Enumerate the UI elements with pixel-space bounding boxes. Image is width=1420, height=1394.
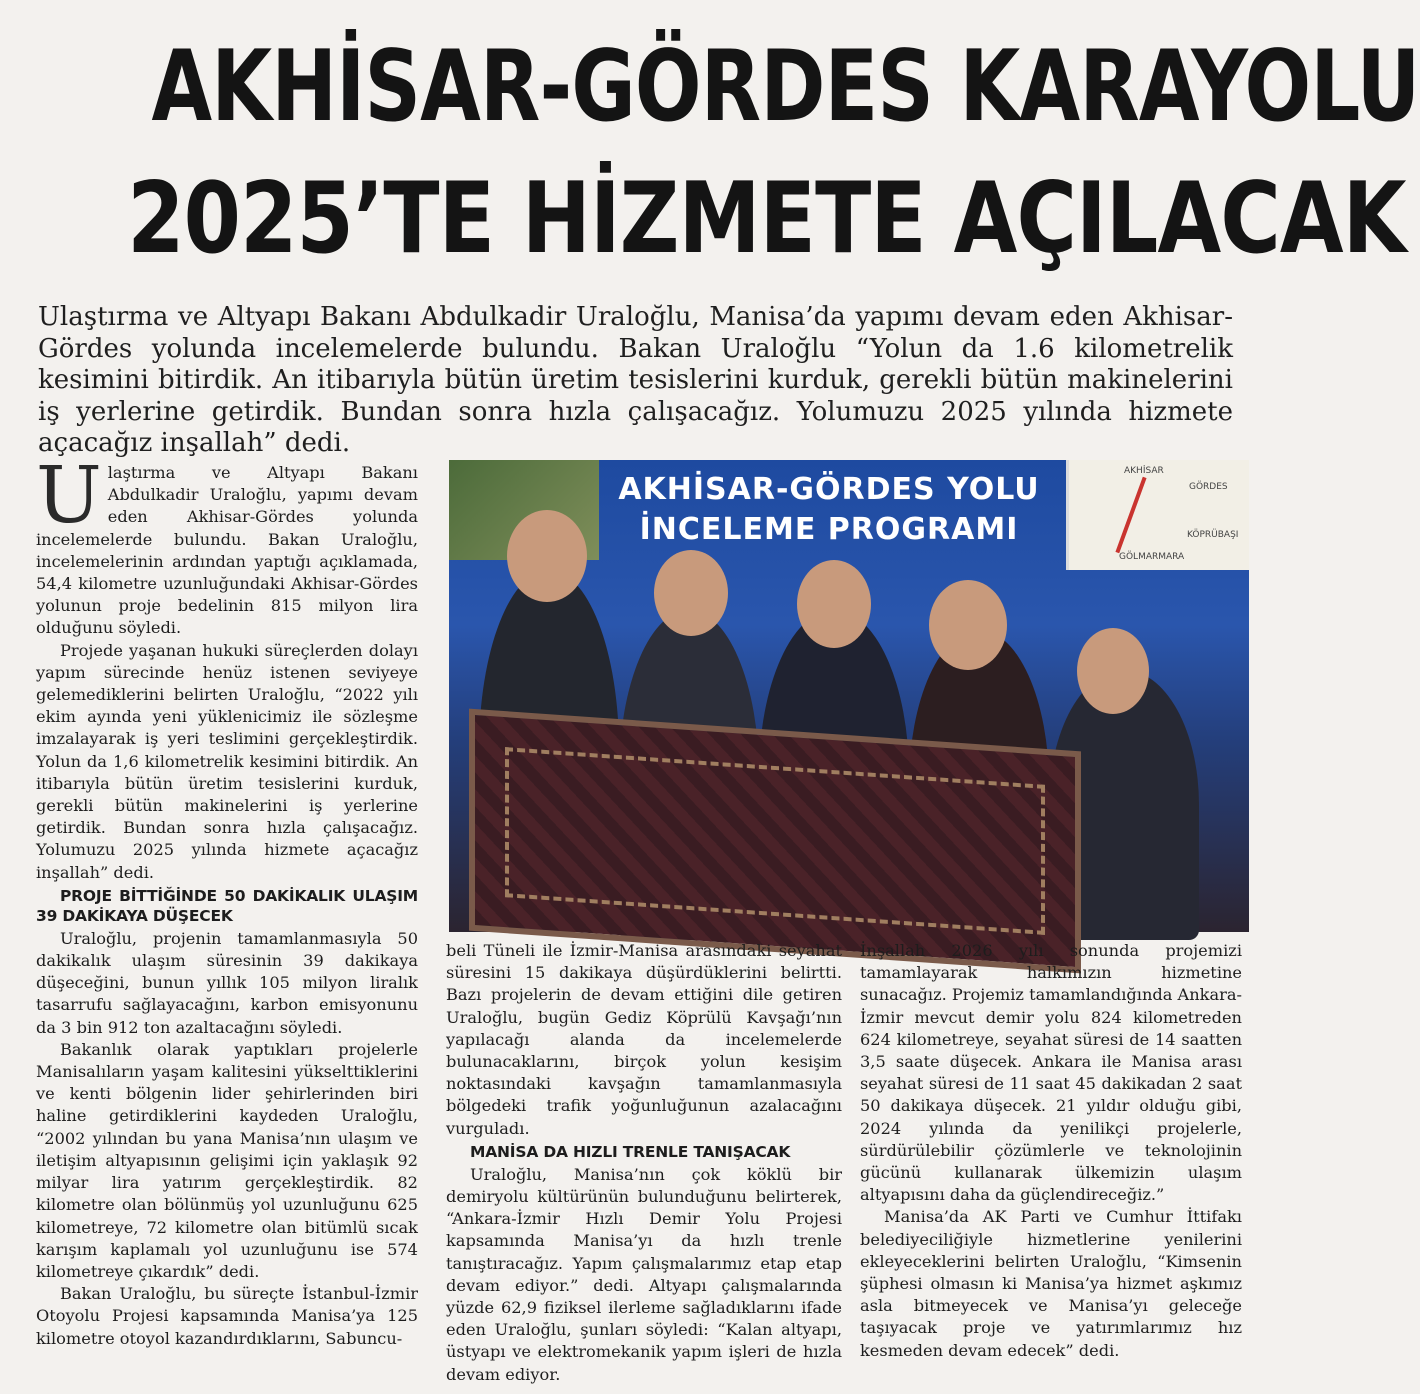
- article-paragraph: Bakan Uraloğlu, bu süreçte İstanbul-İzmir Otoyolu Projesi kapsamında Manisa’ya 125 kilometre otoyol kazandırdıklarını, Sabuncu-: [36, 1284, 418, 1348]
- person-head: [929, 580, 1007, 670]
- lead-paragraph: Ulaştırma ve Altyapı Bakanı Abdulkadir Uraloğlu, Manisa’da yapımı devam eden Akhisar-Gördes yolunda incelemelerde bulundu. Bakan Uraloğlu “Yolun da 1.6 kilometrelik kesimini bitirdik. An itibarıyla bütün üretim tesislerini kurduk, gerekli bütün makinelerini iş yerlerine getirdik. Bundan sonra hızla çalışacağız. Yolumuzu 2025 yılında hizmete açacağız inşallah” dedi.: [38, 302, 1233, 458]
- subheading-2: MANİSA DA HIZLI TRENLE TANIŞACAK: [470, 1142, 791, 1161]
- photo-banner: [569, 470, 1089, 550]
- article-paragraph: Uraloğlu, Manisa’nın çok köklü bir demiryolu kültürünün bulunduğunu belirterek, “Ankara-İzmir Hızlı Demir Yolu Projesi kapsamında Manisa’yı da hızlı trenle tanıştıracağız. Yapım çalışmalarımız etap etap devam ediyor.” dedi. Altyapı çalışmalarında yüzde 62,9 fiziksel ilerleme sağladıklarını ifade eden Uraloğlu, şunları söyledi: “Kalan altyapı, üstyapı ve elektromekanik yapım işleri de hızla devam ediyor.: [446, 1164, 842, 1384]
- article-paragraph: Ulaştırma ve Altyapı Bakanı Abdulkadir Uraloğlu, yapımı devam eden Akhisar-Gördes yolunda incelemelerde bulundu. Bakan Uraloğlu, incelemelerinin ardından yaptığı açıklamada, 54,4 kilometre uzunluğundaki Akhisar-Gördes yolunun proje bedelinin 815 milyon lira olduğunu söyledi.: [36, 451, 418, 638]
- subheading-1: PROJE BİTTİĞİNDE 50 DAKİKALIK ULAŞIM 39 DAKİKAYA DÜŞECEK: [36, 886, 418, 925]
- carpet: [469, 709, 1081, 974]
- headline-line-1: AKHİSAR-GÖRDES KARAYOLU: [151, 30, 1420, 144]
- map-label-golmarmara: GÖLMARMARA: [1119, 552, 1185, 562]
- route-map: [1066, 460, 1249, 570]
- article-paragraph: Projede yaşanan hukuki süreçlerden dolayı yapım sürecinde henüz istenen seviyeye gelemediklerini belirten Uraloğlu, “2022 yılı ekim ayında yeni yüklenicimiz ile sözleşme imzalayarak iş yeri teslimini gerçekleştirdik. Yolun da 1,6 kilometrelik kesimini bitirdik. An itibarıyla bütün üretim tesislerini kurduk, gerekli bütün makinelerini iş yerlerine getirdik. Bundan sonra hızla çalışacağız. Yolumuzu 2025 yılında hizmete açacağız inşallah” dedi.: [36, 640, 418, 882]
- map-road: [1115, 477, 1146, 554]
- drop-cap: U: [36, 451, 102, 541]
- headline-line-2: 2025’TE HİZMETE AÇILACAK: [127, 162, 1406, 276]
- map-label-gordes: GÖRDES: [1189, 482, 1228, 492]
- article-paragraph: Bakanlık olarak yaptıkları projelerle Manisalıların yaşam kalitesini yükselttiklerini ve kenti bölgenin lider şehirlerinden biri haline getirdiklerini kaydeden Uraloğlu, “2002 yılından bu yana Manisa’nın ulaşım ve iletişim altyapısının gelişimi için yaklaşık 92 milyar lira yatırım gerçekleştirdik. 82 kilometre olan bölünmüş yol uzunluğunu 625 kilometreye, 72 kilometre olan bitümlü sıcak karışım kaplamalı yol uzunluğunu ise 574 kilometreye çıkardık” dedi.: [36, 1039, 418, 1281]
- article-paragraph: Uraloğlu, projenin tamamlanmasıyla 50 dakikalık ulaşım süresinin 39 dakikaya düşeceğini, bunun yıllık 105 milyon liralık tasarrufu sağlayacağını, karbon emisyonunu da 3 bin 912 ton azaltacağını söyledi.: [36, 928, 418, 1037]
- headline: [30, 18, 1420, 288]
- map-label-akhisar: AKHİSAR: [1124, 466, 1164, 476]
- photo-banner-line-2: İNCELEME PROGRAMI: [639, 512, 1019, 547]
- article-column-1: [36, 451, 418, 1350]
- person-head: [797, 560, 871, 648]
- person-head: [1077, 628, 1149, 714]
- article-column-3: [860, 940, 1242, 1362]
- person-head: [654, 550, 728, 636]
- article-paragraph: Manisa’da AK Parti ve Cumhur İttifakı belediyeciliğiyle hizmetlerine yenilerini ekleyeceklerini belirten Uraloğlu, “Kimsenin şüphesi olmasın ki Manisa’ya hizmet aşkımız asla bitmeyecek ve Manisa’yı geleceğe taşıyacak proje ve yatırımlarımız hız kesmeden devam edecek” dedi.: [860, 1207, 1242, 1360]
- article-paragraph: İnşallah 2026 yılı sonunda projemizi tamamlayarak halkımızın hizmetine sunacağız. Projemiz tamamlandığında Ankara-İzmir mevcut demir yolu 824 kilometreden 624 kilometreye, seyahat süresi de 14 saatten 3,5 saate düşecek. Ankara ile Manisa arası seyahat süresi de 11 saat 45 dakikadan 2 saat 50 dakikaya düşecek. 21 yıldır olduğu gibi, 2024 yılında da yenilikçi projelerle, sürdürülebilir çözümlerle ve teknolojinin gücünü kullanarak ülkemizin ulaşım altyapısını daha da güçlendireceğiz.”: [860, 941, 1242, 1205]
- person-head: [507, 510, 587, 602]
- article-paragraph: beli Tüneli ile İzmir-Manisa arasındaki seyahat süresini 15 dakikaya düşürdüklerini belirtti. Bazı projelerin de devam ettiğini dile getiren Uraloğlu, bugün Gediz Köprülü Kavşağı’nın yapılacağı alanda da incelemelerde bulunacaklarını, birçok yolun kesişim noktasındaki kavşağın tamamlanmasıyla bölgedeki trafik yoğunluğunun azalacağını vurguladı.: [446, 941, 842, 1138]
- article-column-2: [446, 940, 842, 1386]
- map-label-koprubasi: KÖPRÜBAŞI: [1187, 530, 1239, 540]
- photo-banner-line-1: AKHİSAR-GÖRDES YOLU: [618, 472, 1040, 507]
- news-photo: [449, 460, 1249, 932]
